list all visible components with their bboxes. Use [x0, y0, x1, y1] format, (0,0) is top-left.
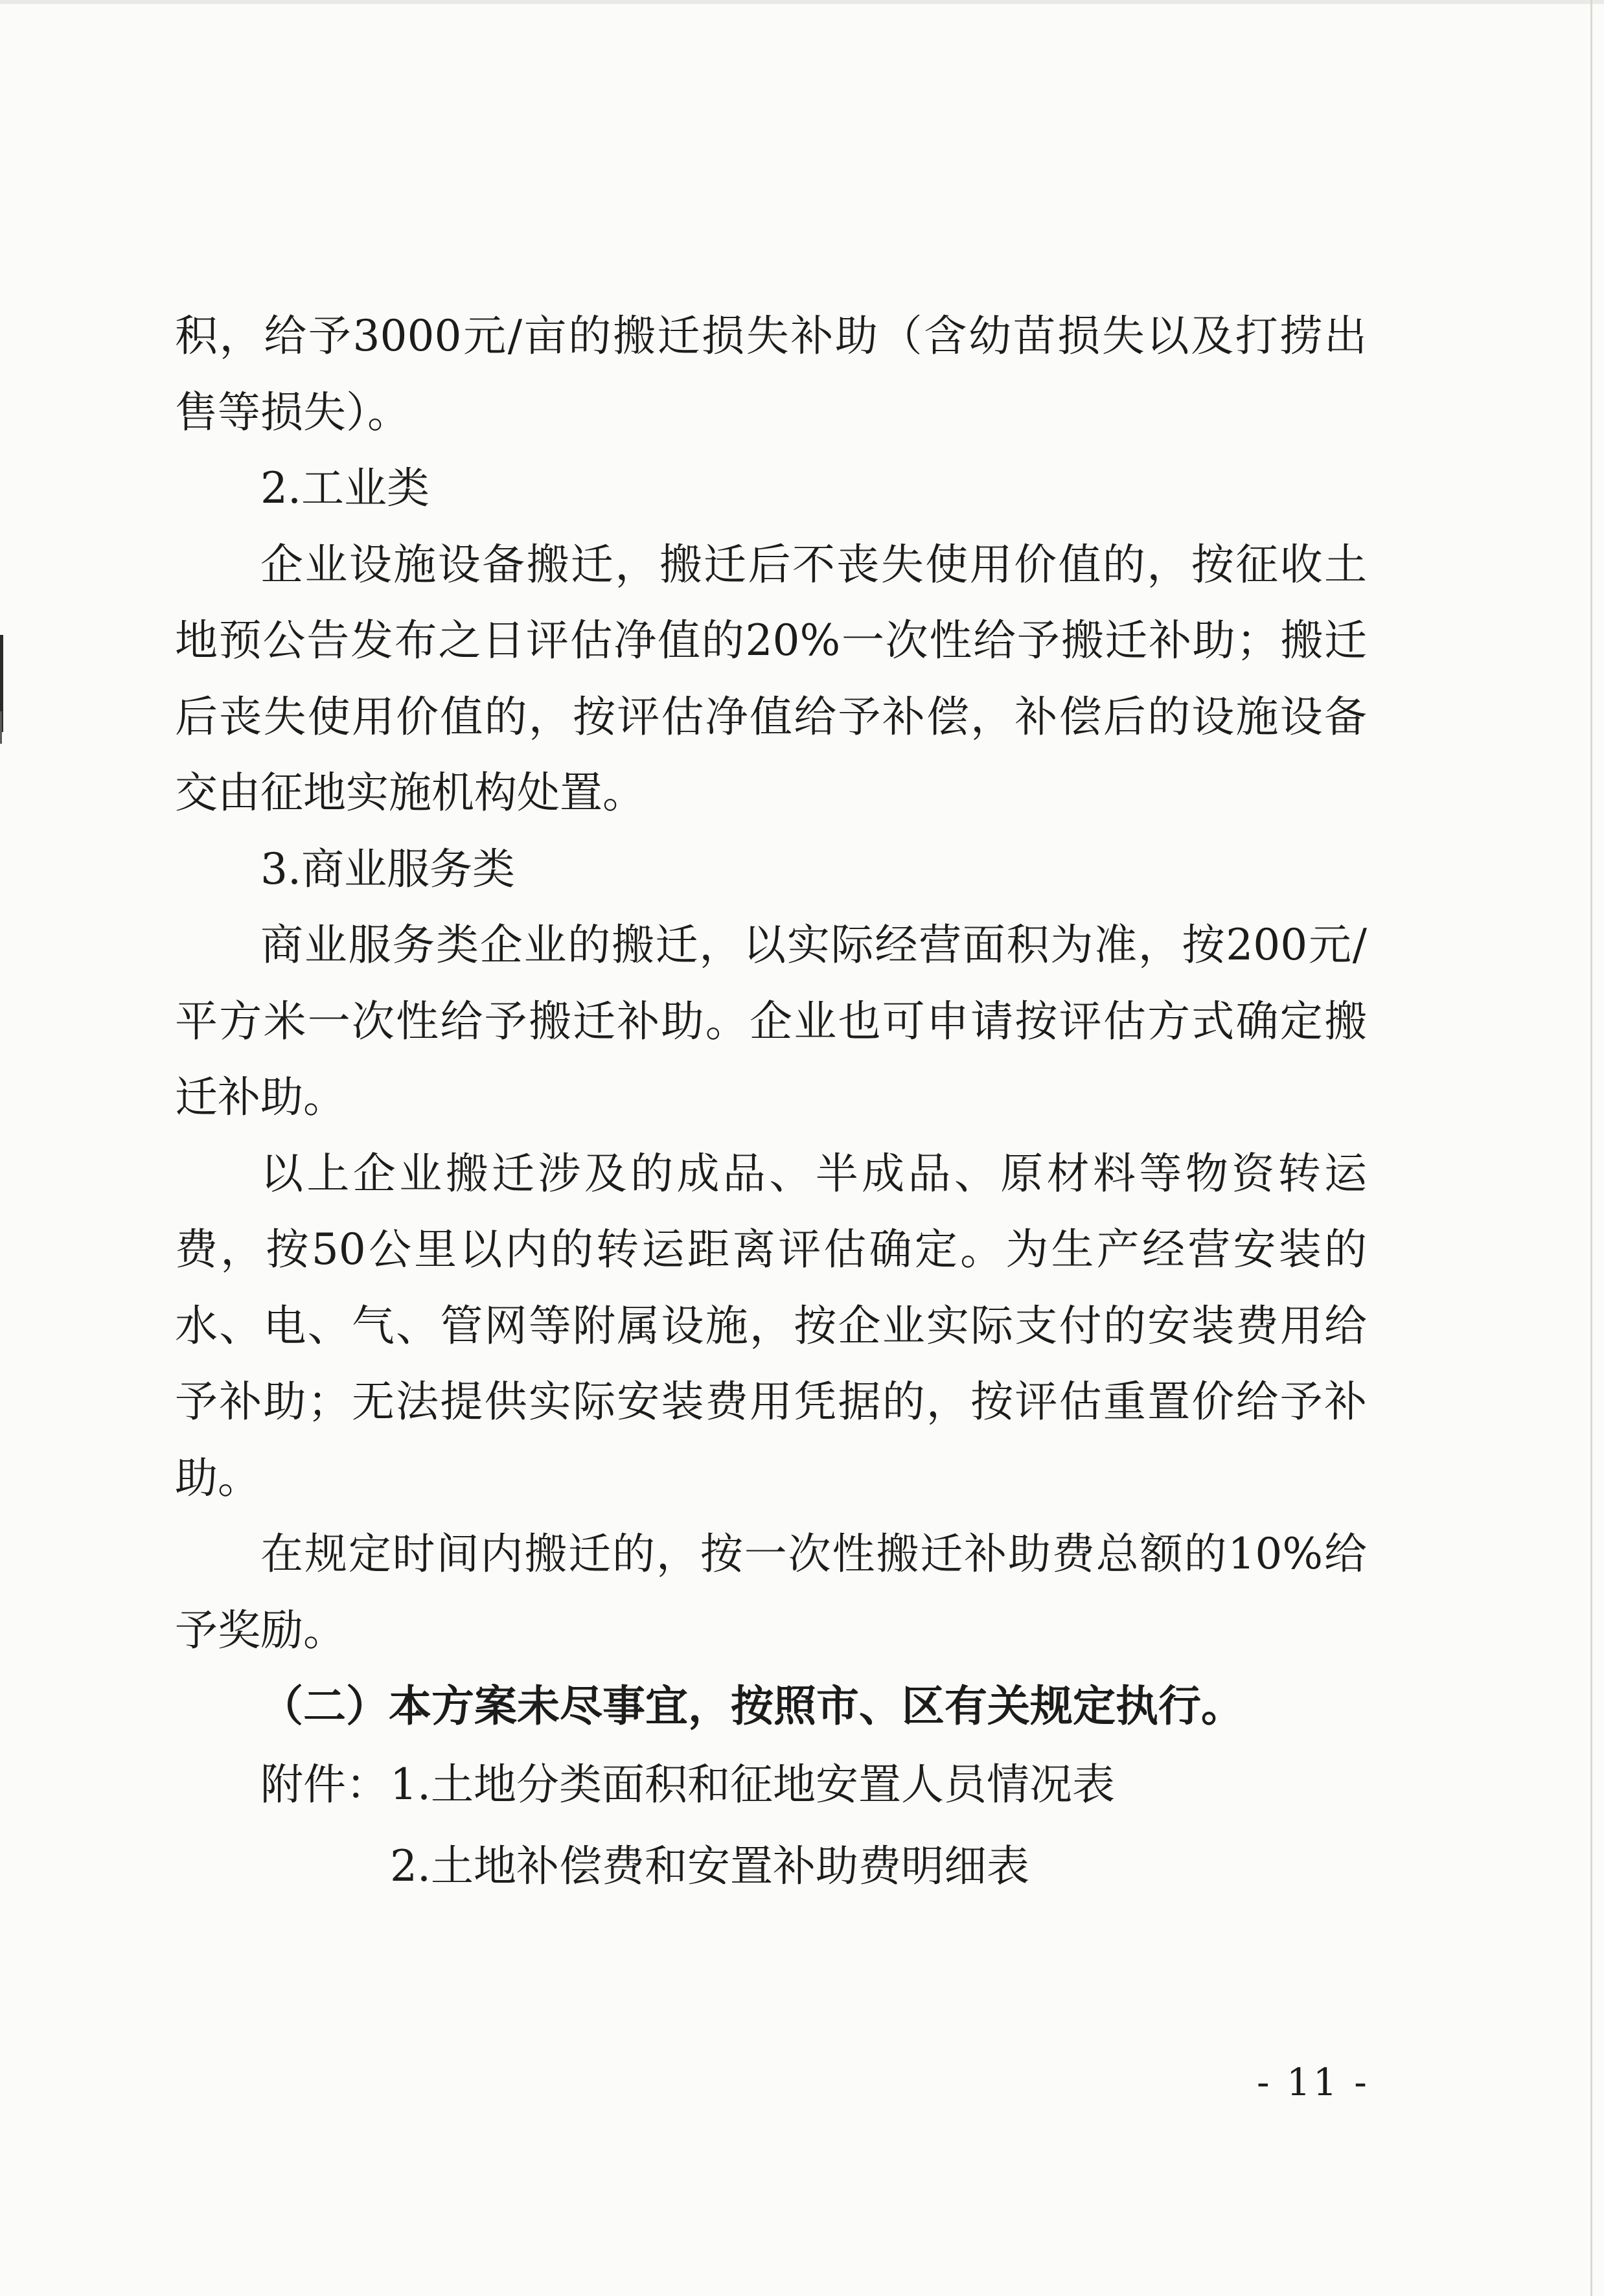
section-heading-industrial: 2.工业类	[260, 463, 430, 513]
binding-mark-small	[0, 711, 2, 744]
scan-edge-top	[0, 0, 1604, 4]
attachments-label-spacer	[260, 1826, 390, 1907]
attachment-row	[260, 1744, 1115, 1826]
paragraph-other-matters: （二）本方案未尽事宜，按照市、区有关规定执行。	[260, 1681, 1244, 1731]
body-text	[175, 298, 1367, 1745]
attachments-list	[260, 1744, 1115, 1907]
attachment-item-1: 1.土地分类面积和征地安置人员情况表	[390, 1760, 1115, 1809]
paragraph-industrial: 企业设施设备搬迁，搬迁后不丧失使用价值的，按征收土地预公告发布之日评估净值的20%一次性给予搬迁补助；搬迁后丧失使用价值的，按评估净值给予补偿，补偿后的设施设备交由征地实施机构处置。	[175, 539, 1367, 818]
paragraph-reward: 在规定时间内搬迁的，按一次性搬迁补助费总额的10%给予奖励。	[175, 1529, 1367, 1655]
scan-edge-right	[1590, 0, 1592, 2296]
attachment-row	[260, 1826, 1115, 1907]
section-heading-commercial: 3.商业服务类	[260, 844, 515, 894]
paragraph-commercial: 商业服务类企业的搬迁，以实际经营面积为准，按200元/平方米一次性给予搬迁补助。企业也可申请按评估方式确定搬迁补助。	[175, 920, 1367, 1122]
paragraph-continuation: 积，给予3000元/亩的搬迁损失补助（含幼苗损失以及打捞出售等损失）。	[175, 311, 1367, 437]
attachments-label: 附件：	[260, 1760, 389, 1809]
paragraph-transport: 以上企业搬迁涉及的成品、半成品、原材料等物资转运费，按50公里以内的转运距离评估确定。为生产经营安装的水、电、气、管网等附属设施，按企业实际支付的安装费用给予补助；无法提供实际安装费用凭据的，按评估重置价给予补助。	[175, 1148, 1367, 1503]
attachment-item-2: 2.土地补偿费和安置补助费明细表	[390, 1841, 1029, 1891]
page-number: - 11 -	[1257, 2060, 1369, 2104]
